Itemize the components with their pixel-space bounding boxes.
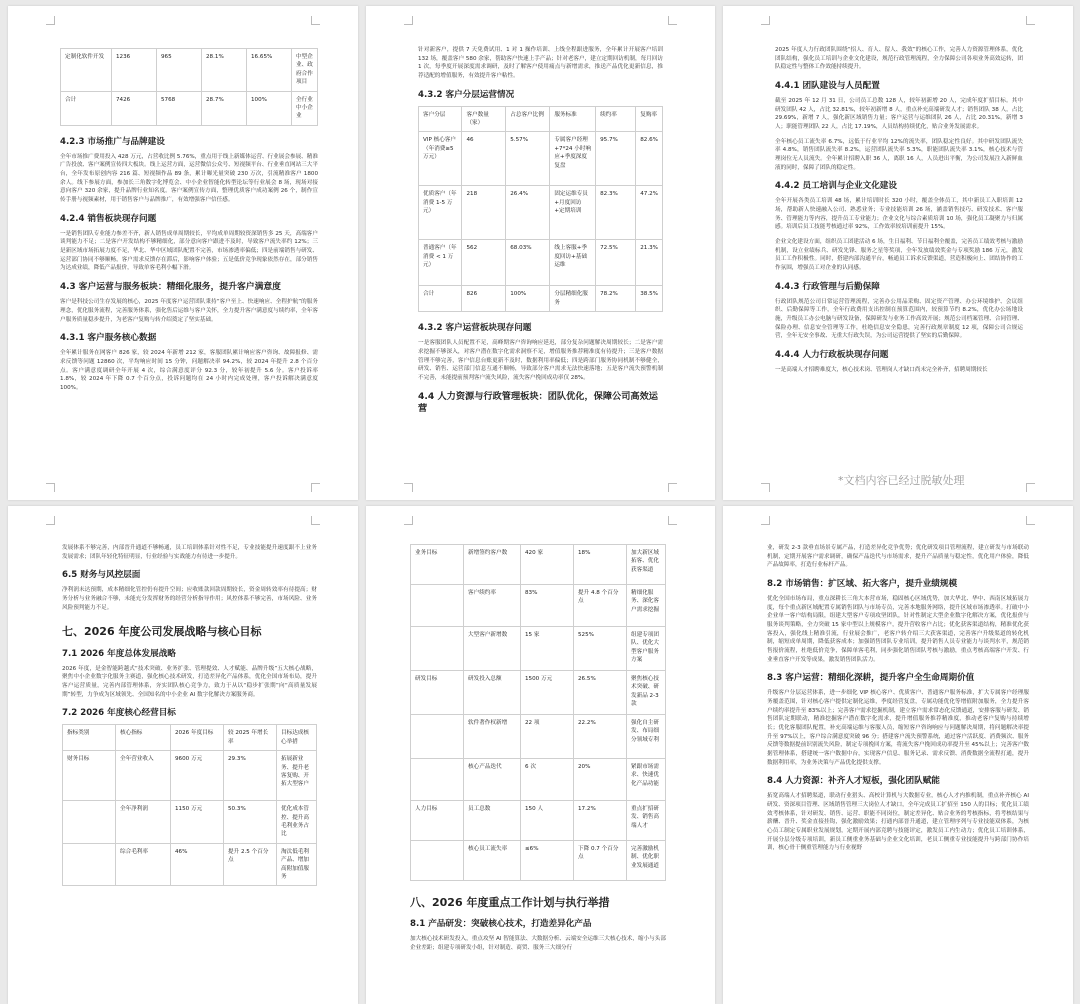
table-cell: 全年净利润: [116, 801, 171, 844]
table-header-cell: 复购率: [636, 106, 663, 132]
table-cell: 客户续约率: [464, 585, 521, 627]
table-cell: 下降 0.7 个百分点: [574, 841, 627, 881]
paragraph: 优化全国市场布局，重点深耕长三角大本营市场，稳固核心区域优势，加大华北、华中、西南区域拓展力度，每个重点新区域配置专属销售团队与市场专员，完善本地服务网络，提升区域市场渗透率。打破中小企业单一客户结构局限，组建大型客户专项攻坚团队，针对性制定大型企业数字化解决方案，优化报价与服务谈判策略，全力突破 15 家中型以上规模客户，提升营收客户占比；优化获客渠道结构，精准优化获客投入，强化线上精准引流，行业展会推广，老客户转介绍三大获客渠道，完善客户升级渠道的转化机制，缩短成单周期，降低获客成本；加强销售团队专业培训，提升销售人员专业能力与谈判水平，规范销售报价流程，杜绝低价竞争，保障单客毛利，同步强化销售团队考核与激励，重点考核高端客户开发、行业垂直客户开发等成果，激发销售团队活力。: [767, 596, 1029, 663]
table-cell: [63, 843, 116, 886]
table-cell: 150 人: [521, 801, 574, 841]
table-cell: 财务目标: [63, 751, 116, 801]
table-cell: 紧跟市场需求、快速优化产品功能: [627, 759, 666, 801]
table-cell: 核心员工流失率: [464, 841, 521, 881]
chapter-heading: 八、2026 年度重点工作计划与执行举措: [410, 896, 610, 909]
paragraph: 企业文化建设方面，组织员工团建活动 6 场，生日福利、节日福利全覆盖，完善员工绩效考核与激励机制，设立业绩标兵、研发先锋、服务之星等奖项，全年发放绩效奖金与专项奖励 186 万元，激发员工工作积极性。同时，搭建内部沟通平台，畅通员工诉求反馈渠道，营造积极向上、团结协作的工作氛围，增强员工对企业的认同感。: [775, 238, 1023, 271]
section-heading: 7.2 2026 年度核心经营目标: [62, 708, 176, 719]
section-heading: 4.3.2 客户分层运营情况: [418, 89, 515, 100]
table-cell: 16.65%: [247, 49, 292, 92]
table-header-cell: 较 2025 年增长率: [224, 725, 277, 751]
paragraph: 2026 年度，是金智能跨越式“技术突破、业务扩张、管理提效、人才赋能、品牌升级”五大核心战略，聚焦中小企业数字化服务主赛道，强化核心技术研发，打造差异化产品体系，优化全国市场布局，提升客户运营质量，完善内部管理体系，夯实团队核心竞争力，致力于从以“稳步扩张期”向“高质量发展期”转型，力争成为区域领先、全国知名的中小企业 AI 数字化解决方案服务商。: [62, 665, 317, 698]
page-corner-mark: [1026, 516, 1035, 525]
table-cell: 28.7%: [202, 91, 247, 125]
paragraph: 一是客服团队人员配置不足，高峰期客户咨询响应延迟，部分复杂问题解决周期较长；二是客户需求挖掘不够深入，对客户潜在数字化需求洞察不足，增值服务推荐精准度有待提升；三是客户数据管理不够完善，客户信息台账更新不及时，数据利用率偏低；四是跨部门服务协同机制不够健全，研发、销售、运营部门信息互通不顺畅，导致部分客户需求无法快速落地；五是客户流失预警机制不完善，未能提前预判客户流失风险，流失客户挽回成功率仅 28%。: [418, 340, 663, 381]
section-heading: 4.3 客户运营与服务板块：精细化服务，提升客户满意度: [60, 282, 281, 293]
table-cell: [411, 841, 464, 881]
table-row: [419, 240, 663, 286]
table-cell: 软件著作权新增: [464, 715, 521, 759]
table-cell: 100%: [247, 91, 292, 125]
section-heading: 7.1 2026 年度总体发展战略: [62, 648, 176, 659]
section-heading: 4.2.4 销售板块现存问题: [60, 213, 157, 224]
page-corner-mark: [1026, 16, 1035, 25]
section-heading: 8.4 人力资源：补齐人才短板，强化团队赋能: [767, 776, 940, 787]
table-cell: 1236: [112, 49, 157, 92]
table-header-cell: 2026 年度目标: [171, 725, 224, 751]
table-cell: 拓展新业务、提升老客复购、开拓大型客户: [277, 751, 317, 801]
paragraph: 全年累计服务在网客户 826 家，较 2024 年新增 212 家，客服团队累计响应客户咨询、故障报修、需求反馈等问题 12860 次，平均响应时间 15 分钟，问题解决率 94.2%，较 2024 年提升 2.8 个百分点。客户满意度调研全年开展 4 次，综合满意度评分 92.3 分，较年初提升 5.6 分。客户投诉率 1.8%，较 2024 年下降 0.7 个百分点，投诉问题均在 24 小时内完成处理，客户投诉解决满意度 100%。: [60, 350, 318, 391]
table-cell: 26.5%: [574, 671, 627, 715]
page-corner-mark: [311, 516, 320, 525]
table-cell: 28.1%: [202, 49, 247, 92]
customer-tier-table: [418, 106, 663, 313]
page-corner-mark: [761, 483, 770, 492]
table-cell: 826: [462, 286, 506, 312]
section-heading: 4.4 人力资源与行政管理板块：团队优化，保障公司高效运营: [418, 390, 658, 415]
table-cell: 15 家: [521, 627, 574, 671]
table-cell: 中型企业、政府合作项目: [292, 49, 318, 92]
table-row: [61, 91, 318, 125]
table-cell: 固定运维专员+月度回访+定期培训: [550, 186, 596, 240]
table-cell: ≤6%: [521, 841, 574, 881]
table-cell: 72.5%: [596, 240, 636, 286]
product-revenue-table: [60, 48, 318, 126]
document-page-2: [366, 6, 715, 500]
table-cell: 优化成本管控、提升高毛利业务占比: [277, 801, 317, 844]
page-corner-mark: [311, 16, 320, 25]
table-cell: 17.2%: [574, 801, 627, 841]
section-heading: 6.5 财务与风控层面: [62, 570, 141, 581]
table-cell: 员工总数: [464, 801, 521, 841]
table-cell: 82.3%: [596, 186, 636, 240]
table-cell: 人力目标: [411, 801, 464, 841]
paragraph: 针对新客户，提供 7 天免费试用、1 对 1 操作培训、上线全程跟进服务，全年累计开展客户培训 132 场，覆盖客户 580 余家，帮助客户快速上手产品；针对老客户，建立定期回访机制，每月回访 1 次，每季度开展深度需求调研，及时了解客户使用痛点与新增需求，推送产品优化更新信息，推荐适配的增值服务，有效提升客户粘性。: [418, 47, 663, 79]
table-cell: 综合毛利率: [116, 843, 171, 886]
table-cell: 全年营业收入: [116, 751, 171, 801]
chapter-heading: 七、2026 年度公司发展战略与核心目标: [62, 625, 262, 639]
table-header-cell: 续约率: [596, 106, 636, 132]
document-page-6: [723, 506, 1073, 1004]
goals-table: [62, 724, 317, 886]
paragraph: 业，研发 2-3 款垂直场景专属产品，打造差异化竞争优势；优化研发项目管理流程，建立研发与市场联动机制，定期开展客户需求调研，确保产品迭代与市场需求，提升产品质量与稳定性，优化用户体验，降低产品故障率，打造行业标杆产品。: [767, 545, 1029, 569]
paragraph: 行政团队规范公司日常运营管理流程，完善办公用品采购、固定资产管理、办公环境维护、会议组织、后勤保障等工作，全年行政费用支出控制在预算范围内，较预算节约 8.2%，优化办公场地设施，升级员工办公电脑与研发设备，保障研发与业务工作高效开展；规范公司档案管理、合同管理、保险办理、信息安全管理等工作，杜绝信息安全隐患，完善行政规章制度 12 项，保障公司合规运营，全年无安全事故、无重大行政失误，为公司运营提供了坚实的后勤保障。: [775, 298, 1023, 340]
paragraph: 全年市场推广费用投入 428 万元，占营收比例 5.76%，重点用于线上新媒体运营、行业展会参展、精准广告投放、客户案例宣传四大板块。线上运营方面，运营微信公众号、短视频平台、行业垂直网站三大平台，全年发布原创内容 216 篇、短视频作品 89 条，累计曝光量突破 230 万次，引流精准客户 1800 余人。线下参展方面，参加长三角数字化博览会、中小企业智能化转型论坛等行业展会 8 场，现场对接意向客户 320 余家，提升品牌行业知名度。客户案例宣传方面，整理优质客户成功案例 26 个，制作宣传手册与视频素材，用于销售客户与品牌推广，有效增强客户信任感。: [60, 153, 318, 204]
table-cell: 精细化服务、深化客户需求挖掘: [627, 585, 666, 627]
table-cell: 46: [462, 132, 506, 186]
table-cell: 29.3%: [224, 751, 277, 801]
table-cell: 专属客户经理+7*24 小时响应+季度深度复盘: [550, 132, 596, 186]
table-cell: 合计: [61, 91, 112, 125]
table-cell: 218: [462, 186, 506, 240]
table-cell: 提升 4.8 个百分点: [574, 585, 627, 627]
table-cell: 420 家: [521, 545, 574, 585]
table-cell: 提升 2.5 个百分点: [224, 843, 277, 886]
table-cell: 强化自主研发、布局细分领域专利: [627, 715, 666, 759]
table-header-cell: 占总客户比例: [506, 106, 550, 132]
page-corner-mark: [311, 483, 320, 492]
page-corner-mark: [761, 16, 770, 25]
table-row: [411, 841, 666, 881]
table-row: [63, 801, 317, 844]
table-cell: 聚焦核心技术突破、研发新品 2-3 款: [627, 671, 666, 715]
table-header-row: [63, 725, 317, 751]
table-row: [419, 186, 663, 240]
table-cell: [411, 715, 464, 759]
page-corner-mark: [1026, 483, 1035, 492]
table-cell: 定制化软件开发: [61, 49, 112, 92]
table-header-cell: 客户数量（家）: [462, 106, 506, 132]
table-row: [61, 49, 318, 92]
table-cell: 普通客户（年消费 < 1 万元）: [419, 240, 462, 286]
section-heading: 4.2.3 市场推广与品牌建设: [60, 136, 165, 147]
section-heading: 4.3.2 客户运营板块现存问题: [418, 323, 532, 334]
table-cell: 22 项: [521, 715, 574, 759]
paragraph: 一是高端人才招聘难度大，核心技术岗、管理岗人才缺口尚未完全补齐，招聘周期较长: [775, 366, 988, 373]
table-cell: 95.7%: [596, 132, 636, 186]
page-corner-mark: [46, 483, 55, 492]
table-cell: 线上客服+季度回访+基础运维: [550, 240, 596, 286]
table-cell: 100%: [506, 286, 550, 312]
table-cell: 21.3%: [636, 240, 663, 286]
table-cell: 22.2%: [574, 715, 627, 759]
table-cell: 9600 万元: [171, 751, 224, 801]
page-corner-mark: [404, 516, 413, 525]
paragraph: 发展体系不够完善，内部晋升通道不够畅通，员工培训体系针对性不足，专业技能提升速度跟不上业务发展需求；团队年轻化特征明显，行业经验与实战能力有待进一步提升。: [62, 545, 317, 560]
table-cell: 78.2%: [596, 286, 636, 312]
section-heading: 4.4.1 团队建设与人员配置: [775, 80, 880, 91]
paragraph: 客户是科技公司生存发展的核心，2025 年度客户运营团队秉持“客户至上、快速响应、全程护航”的服务理念，优化服务流程，完善服务体系，强化售后运维与客户关怀，全力提升客户满意度与续约率，全年客户服务质量稳步提升，为老客户复购与转介绍奠定了坚实基础。: [60, 299, 318, 323]
table-cell: 18%: [574, 545, 627, 585]
document-page-4: [8, 506, 358, 1004]
table-cell: 83%: [521, 585, 574, 627]
table-cell: 82.6%: [636, 132, 663, 186]
section-heading: 8.2 市场销售：扩区域、拓大客户，提升业绩规模: [767, 578, 958, 589]
table-cell: 合计: [419, 286, 462, 312]
table-cell: 5.57%: [506, 132, 550, 186]
paragraph: 截至 2025 年 12 月 31 日，公司员工总数 128 人，较年初新增 20 人，完成年度扩招目标。其中研发团队 42 人，占比 32.81%，较年初新增 8 人，重点补充高端研发人才；销售团队 38 人，占比 29.69%，新增 7 人，强化新区域销售力量；客户运营与运维团队 26 人，占比 20.31%，新增 3 人；职能管理团队 22 人，占比 17.19%，人员结构持续优化，贴合业务发展需求。: [775, 98, 1023, 130]
table-cell: [411, 585, 464, 627]
table-cell: 完善激励机制、优化职业发展通道: [627, 841, 666, 881]
table-cell: 562: [462, 240, 506, 286]
table-cell: 组建专项团队、优化大型客户服务方案: [627, 627, 666, 671]
paragraph: 全年核心员工流失率 6.7%，远低于行业平均 12%的流失率，团队稳定性良好。其中研发团队流失率 4.8%，销售团队流失率 8.2%，运营团队流失率 5.3%，职能团队流失率 3.1%，核心技术与管理岗位无人员流失。全年累计招聘入职 36 人，离职 16 人，人员进出平衡，为公司发展注入新鲜血液的同时，保障了团队的稳定性。: [775, 138, 1023, 171]
table-header-cell: 目标达成核心举措: [277, 725, 317, 751]
table-cell: 加大新区域拓客、优化获客渠道: [627, 545, 666, 585]
table-row: [411, 671, 666, 715]
table-row: [411, 627, 666, 671]
paragraph: 一是销售团队专业能力参差不齐，新人销售成单周期较长，平均成单周期较资深销售多 25 天，高端客户谈判能力不足；二是客户开发结构不够精细化，部分意向客户跟进不及时，导致客户流失率约 12%；三是新区域市场拓展力度不足，华北、华中区域团队配置不完善，市场渗透率偏低；四是前端销售与研发、运营部门协同不够顺畅，客户需求反馈存在滞后，影响客户体验；五是低价竞争现象依然存在，部分销售为达成业绩，降低产品报价，导致单客毛利小幅下滑。: [60, 230, 318, 272]
table-cell: 淘汰低毛利产品、增加高附加值服务: [277, 843, 317, 886]
table-cell: 6 次: [521, 759, 574, 801]
table-cell: 5768: [157, 91, 202, 125]
table-cell: 研发投入总额: [464, 671, 521, 715]
table-cell: 26.4%: [506, 186, 550, 240]
table-cell: 965: [157, 49, 202, 92]
table-row: [411, 715, 666, 759]
table-cell: 46%: [171, 843, 224, 886]
table-cell: 47.2%: [636, 186, 663, 240]
table-header-cell: 服务标准: [550, 106, 596, 132]
table-row: [411, 585, 666, 627]
table-cell: 分层精细化服务: [550, 286, 596, 312]
paragraph: 拓宽高端人才招聘渠道，联动行业猎头、高校计算机与大数据专业，核心人才内推机制，重点补齐核心 AI 研发、资深项目管理、区域销售管理三大岗位人才缺口，全年完成员工扩招至 150 人的目标；优化员工绩效考核体系，针对研发、销售、运营、职能不同岗位，制定差异化、贴合业务的考核指标，将考核结果与薪酬、晋升、奖金直接挂钩，强化激励效果；打通内部晋升通道，建立管理序列与专业技能双体系，为核心员工制定专属职业发展规划，定期开展内部竞聘与技能评定，激发员工内生动力；优化员工培训体系，开展分层分级专项培训，新员工侧重业务基础与企业文化培训，老员工侧重专业技能提升与跨部门协作培训，核心骨干侧重管理能力与行业视野: [767, 793, 1029, 852]
paragraph: 2025 年度人力行政团队围绕“招人、育人、留人、我效”的核心工作，完善人力资源管理体系，优化团队结构，强化员工培训与企业文化建设，规范行政管理流程，全力保障公司各项业务高效运转，团队稳定性与整体工作效能持续提升。: [775, 47, 1023, 71]
page-corner-mark: [46, 516, 55, 525]
paragraph: 全年开展各类员工培训 48 场，累计培训时长 320 小时，覆盖全体员工，其中新员工入职培训 12 场，帮助新人快速融入公司、熟悉业务；专业技能培训 26 场，涵盖销售技巧、研发技术、客户服务、管理能力等内容，提升员工专业能力；企业文化与综合素质培训 10 场，强化员工凝聚力与归属感。培训后员工技能考核通过率 92%，工作效率较培训前提升 15%。: [775, 198, 1023, 231]
table-header-row: [419, 106, 663, 132]
table-cell: 68.03%: [506, 240, 550, 286]
table-cell: 20%: [574, 759, 627, 801]
desensitized-watermark: *文档内容已经过脱敏处理: [838, 474, 965, 487]
page-corner-mark: [668, 516, 677, 525]
table-cell: 525%: [574, 627, 627, 671]
table-cell: 1150 万元: [171, 801, 224, 844]
table-cell: 大型客户新增数: [464, 627, 521, 671]
table-row: [419, 132, 663, 186]
section-heading: 4.4.4 人力行政板块现存问题: [775, 349, 889, 360]
table-cell: 50.3%: [224, 801, 277, 844]
table-cell: 新增签约客户数: [464, 545, 521, 585]
section-heading: 4.4.3 行政管理与后勤保障: [775, 281, 880, 292]
table-row: [411, 545, 666, 585]
page-corner-mark: [668, 16, 677, 25]
section-heading: 8.3 客户运营：精细化深耕，提升客户全生命周期价值: [767, 673, 975, 684]
table-cell: [411, 759, 464, 801]
section-heading: 4.4.2 员工培训与企业文化建设: [775, 181, 897, 192]
section-heading: 8.1 产品研发：突破核心技术，打造差异化产品: [410, 919, 592, 930]
table-cell: 38.5%: [636, 286, 663, 312]
document-page-1: [8, 6, 358, 500]
table-header-cell: 客户分层: [419, 106, 462, 132]
page-corner-mark: [761, 516, 770, 525]
paragraph: 加大核心技术研发投入，重点攻坚 AI 智能算法、大数据分析、云端安全运维三大核心技术，缩小与头部企业差距；组建专项研发小组，针对制造、商贸、服务三大细分行: [410, 936, 666, 952]
table-cell: 研发目标: [411, 671, 464, 715]
page-corner-mark: [404, 16, 413, 25]
paragraph: 升级客户分层运营体系，进一步细化 VIP 核心客户、优质客户、普通客户服务标准，扩大专属客户经理服务覆盖范围，针对核心客户提供定制化运维，季度经营复盘，专属功能优化等增值附加服务，全力提升客户续约率提升至 83%以上；完善客户需求挖掘机制，建立客户需求常态化反馈通道，安排客服与研发、销售团队定期联动，精准挖掘客户潜在数字化需求，提升增值服务推荐精准度，推动老客户复购与持续增长；优化客服团队配置，补充高端运维与客服人员，缩短客户咨询响应与问题解决周期，将问题解决率提升至 97%以上，客户综合满意度突破 96 分；搭建客户流失预警系统，通过客户活跃度、消费频次、服务反馈等数据提前识别流失风险，制定专项挽回方案，将流失客户挽回成功率提升至 45%以上；完善客户数据管理体系，搭建统一客户数据中台，实现客户信息、服务记录、需求反馈、消费数据全流程打通，提升数据利用率，为业务决策与产品优化提供支撑。: [767, 690, 1029, 766]
goals-table-continued: [410, 544, 666, 881]
paragraph: 净利润未达预期，成本精细化管控仍有提升空间；应收账款回款周期较长，资金周转效率有待提高；财务分析与业务融合不够，未能充分发挥财务的经营分析指导作用；风控体系不够完善，市场风险、业务风险预判能力不足。: [62, 587, 317, 611]
table-row: [63, 751, 317, 801]
table-cell: [63, 801, 116, 844]
table-row: [411, 759, 666, 801]
table-cell: 重点扩招研发、销售高端人才: [627, 801, 666, 841]
table-row: [63, 843, 317, 886]
section-heading: 4.3.1 客户服务核心数据: [60, 333, 157, 344]
table-header-cell: 核心指标: [116, 725, 171, 751]
table-cell: VIP 核心客户（年消费≥5 万元）: [419, 132, 462, 186]
document-page-5: [366, 506, 715, 1004]
table-row: [419, 286, 663, 312]
table-cell: 业务目标: [411, 545, 464, 585]
table-cell: 7426: [112, 91, 157, 125]
page-corner-mark: [404, 483, 413, 492]
document-page-3: [723, 6, 1073, 500]
table-cell: [411, 627, 464, 671]
table-cell: 核心产品迭代: [464, 759, 521, 801]
table-cell: 优质客户（年消费 1-5 万元）: [419, 186, 462, 240]
page-corner-mark: [46, 16, 55, 25]
table-cell: 全行业中小企业: [292, 91, 318, 125]
table-cell: 1500 万元: [521, 671, 574, 715]
table-header-cell: 指标类别: [63, 725, 116, 751]
page-corner-mark: [668, 483, 677, 492]
table-row: [411, 801, 666, 841]
